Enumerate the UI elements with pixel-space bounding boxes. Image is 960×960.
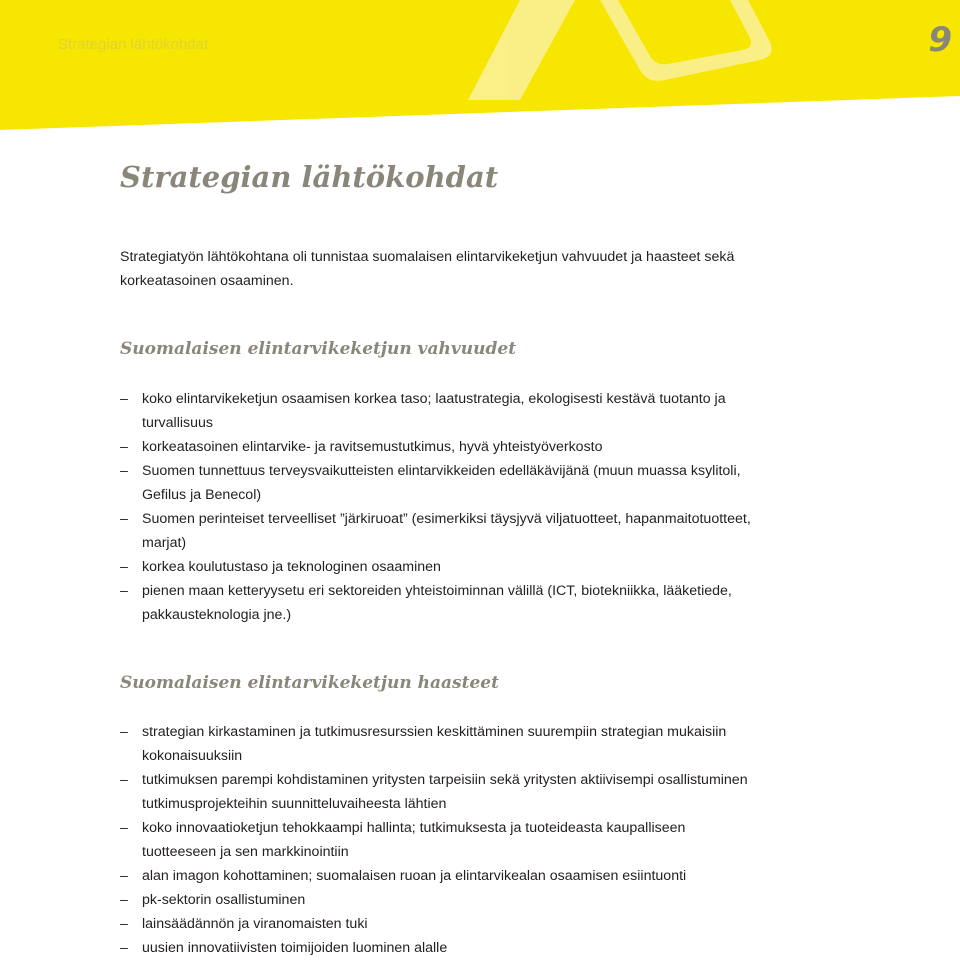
list-item <box>120 912 760 936</box>
list-item-text: Suomen perinteiset terveelliset ”järkiruoat” (esimerkiksi täysjyvä viljatuotteet, hapanmaitotuotteet, marjat) <box>142 511 751 551</box>
list-item <box>120 936 760 960</box>
page-number: 9 <box>928 20 952 60</box>
list-item-text: strategian kirkastaminen ja tutkimusresurssien keskittäminen suurempiin strategian mukaisiin kokonaisuuksiin <box>142 724 727 764</box>
list-item-text: Suomen tunnettuus terveysvaikutteisten elintarvikkeiden edelläkävijänä (muun muassa ksylitoli, Gefilus ja Benecol) <box>142 463 741 503</box>
header-banner <box>0 0 960 130</box>
dash-bullet: – <box>120 868 128 884</box>
list-item-text: alan imagon kohottaminen; suomalaisen ruoan ja elintarvikealan osaamisen esiintuonti <box>142 868 687 884</box>
list-item-text: pienen maan ketteryysetu eri sektoreiden yhteistoiminnan välillä (ICT, biotekniikka, lääketiede, pakkausteknologia jne.) <box>142 583 732 623</box>
banner-background <box>0 0 960 130</box>
dash-bullet: – <box>120 724 128 740</box>
page-title: Strategian lähtökohdat <box>120 160 499 194</box>
list-item <box>120 387 760 435</box>
list-item <box>120 555 760 579</box>
dash-bullet: – <box>120 559 128 575</box>
running-header-title: Strategian lähtökohdat <box>58 36 209 53</box>
list-item-text: koko innovaatioketjun tehokkaampi hallinta; tutkimuksesta ja tuoteideasta kaupalliseen tuotteeseen ja sen markkinointiin <box>142 820 686 860</box>
list-item <box>120 720 760 768</box>
challenges-list <box>120 720 760 960</box>
dash-bullet: – <box>120 772 128 788</box>
list-item-text: korkeatasoinen elintarvike- ja ravitsemustutkimus, hyvä yhteistyöverkosto <box>142 439 603 455</box>
list-item <box>120 864 760 888</box>
list-item-text: pk-sektorin osallistuminen <box>142 892 306 908</box>
dash-bullet: – <box>120 511 128 527</box>
list-item-text: uusien innovatiivisten toimijoiden luominen alalle <box>142 940 448 956</box>
list-item-text: tutkimuksen parempi kohdistaminen yritysten tarpeisiin sekä yritysten aktiivisempi osallistuminen tutkimusprojekteihin suunnitteluvaiheesta lähtien <box>142 772 748 812</box>
intro-paragraph: Strategiatyön lähtökohtana oli tunnistaa suomalaisen elintarvikeketjun vahvuudet ja haasteet sekä korkeatasoinen osaaminen. <box>120 249 735 289</box>
strengths-list <box>120 387 760 627</box>
dash-bullet: – <box>120 940 128 956</box>
dash-bullet: – <box>120 439 128 455</box>
list-item-text: lainsäädännön ja viranomaisten tuki <box>142 916 368 932</box>
list-item <box>120 768 760 816</box>
dash-bullet: – <box>120 463 128 479</box>
dash-bullet: – <box>120 820 128 836</box>
list-item <box>120 579 760 627</box>
dash-bullet: – <box>120 892 128 908</box>
list-item <box>120 816 760 864</box>
list-item <box>120 507 760 555</box>
section-heading-challenges: Suomalaisen elintarvikeketjun haasteet <box>120 673 499 693</box>
list-item <box>120 459 760 507</box>
section-heading-strengths: Suomalaisen elintarvikeketjun vahvuudet <box>120 339 517 359</box>
list-item-text: koko elintarvikeketjun osaamisen korkea taso; laatustrategia, ekologisesti kestävä tuotanto ja turvallisuus <box>142 391 726 431</box>
dash-bullet: – <box>120 583 128 599</box>
list-item <box>120 435 760 459</box>
list-item <box>120 888 760 912</box>
list-item-text: korkea koulutustaso ja teknologinen osaaminen <box>142 559 441 575</box>
dash-bullet: – <box>120 916 128 932</box>
dash-bullet: – <box>120 391 128 407</box>
